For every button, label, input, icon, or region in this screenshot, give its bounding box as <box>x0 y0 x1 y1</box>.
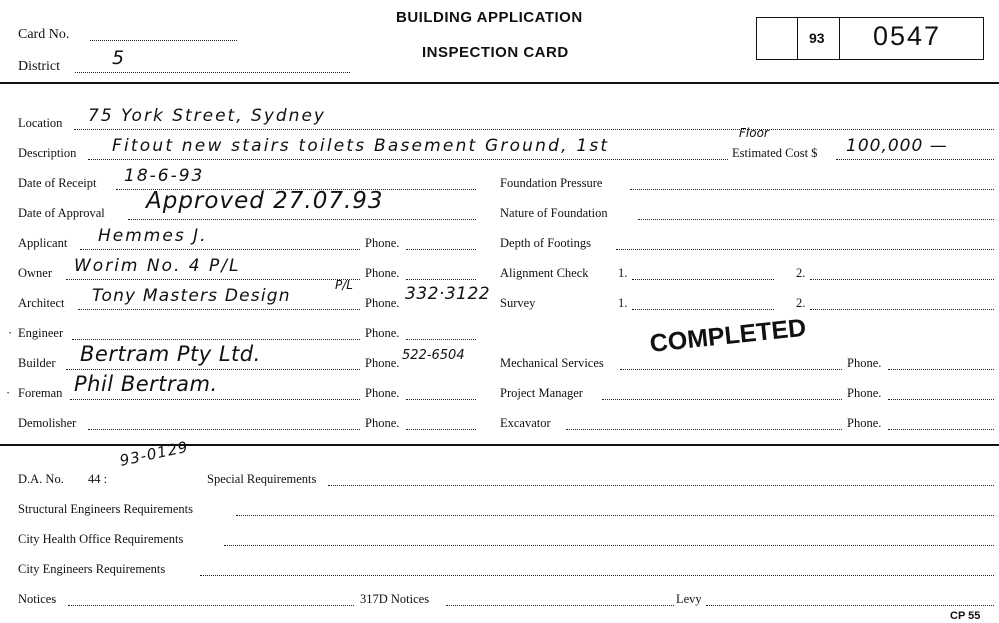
receipt-label: Date of Receipt <box>18 176 97 190</box>
applicant-phone-field[interactable] <box>406 249 476 250</box>
project-manager-field[interactable] <box>602 399 842 400</box>
applicant-label: Applicant <box>18 236 68 250</box>
special-field[interactable] <box>328 485 994 486</box>
survey-num1: 1. <box>618 296 628 310</box>
levy-field[interactable] <box>706 605 994 606</box>
card-no-label: Card No. <box>18 27 70 42</box>
engineer-label: Engineer <box>18 326 64 340</box>
district-value: 5 <box>112 47 127 69</box>
box-year: 93 <box>809 30 825 46</box>
notices-317d-label: 317D Notices <box>360 592 430 606</box>
foreman-mark: · <box>6 386 11 400</box>
foreman-phone-field[interactable] <box>406 399 476 400</box>
notices-317d-field[interactable] <box>446 605 674 606</box>
foundation-pressure-label: Foundation Pressure <box>500 176 603 190</box>
number-box <box>756 17 984 60</box>
survey-field-2[interactable] <box>810 309 994 310</box>
applicant-value: Hemmes J. <box>98 226 208 246</box>
description-value: Fitout new stairs toilets Basement Ground, 1st <box>112 136 610 156</box>
demolisher-phone-field[interactable] <box>406 429 476 430</box>
foreman-value: Phil Bertram. <box>74 372 218 396</box>
card-no-field[interactable] <box>90 40 237 41</box>
approval-label: Date of Approval <box>18 206 105 220</box>
form-title-line2: INSPECTION CARD <box>422 44 569 61</box>
location-field[interactable] <box>74 129 994 130</box>
mechanical-label: Mechanical Services <box>500 356 604 370</box>
owner-value: Worim No. 4 P/L <box>74 256 241 276</box>
survey-field-1[interactable] <box>632 309 774 310</box>
district-field[interactable] <box>75 72 350 73</box>
project-manager-phone-label: Phone. <box>847 386 882 400</box>
description-floor-note: Floor <box>739 126 769 140</box>
location-label: Location <box>18 116 63 130</box>
architect-value: Tony Masters Design <box>92 286 291 306</box>
alignment-check-label: Alignment Check <box>500 266 589 280</box>
structural-label: Structural Engineers Requirements <box>18 502 193 516</box>
survey-label: Survey <box>500 296 536 310</box>
applicant-phone-label: Phone. <box>365 236 400 250</box>
nature-foundation-field[interactable] <box>638 219 994 220</box>
owner-field[interactable] <box>66 279 360 280</box>
notices-label: Notices <box>18 592 57 606</box>
notices-field[interactable] <box>68 605 354 606</box>
architect-phone: 332·3122 <box>405 284 491 304</box>
owner-label: Owner <box>18 266 53 280</box>
health-field[interactable] <box>224 545 994 546</box>
excavator-phone-field[interactable] <box>888 429 994 430</box>
form-title-line1: BUILDING APPLICATION <box>396 9 583 26</box>
engineer-phone-field[interactable] <box>406 339 476 340</box>
estimated-cost-label: Estimated Cost $ <box>732 146 818 160</box>
depth-footings-label: Depth of Footings <box>500 236 591 250</box>
architect-note: P/L <box>335 278 353 292</box>
da-value: 93-0129 <box>118 437 191 470</box>
excavator-field[interactable] <box>566 429 842 430</box>
approval-field[interactable] <box>128 219 476 220</box>
da-label: D.A. No. <box>18 472 64 486</box>
applicant-field[interactable] <box>80 249 360 250</box>
owner-phone-label: Phone. <box>365 266 400 280</box>
demolisher-phone-label: Phone. <box>365 416 400 430</box>
district-label: District <box>18 59 60 74</box>
mechanical-field[interactable] <box>620 369 842 370</box>
architect-label: Architect <box>18 296 65 310</box>
foreman-label: Foreman <box>18 386 63 400</box>
receipt-value: 18-6-93 <box>124 166 205 186</box>
foreman-field[interactable] <box>70 399 360 400</box>
architect-phone-label: Phone. <box>365 296 400 310</box>
nature-foundation-label: Nature of Foundation <box>500 206 608 220</box>
health-label: City Health Office Requirements <box>18 532 184 546</box>
foundation-pressure-field[interactable] <box>630 189 994 190</box>
box-number: 0547 <box>873 21 942 51</box>
estimated-cost-value: 100,000 — <box>846 136 948 156</box>
estimated-cost-field[interactable] <box>836 159 994 160</box>
header-divider <box>0 82 999 84</box>
description-field[interactable] <box>88 159 728 160</box>
survey-num2: 2. <box>796 296 806 310</box>
structural-field[interactable] <box>236 515 994 516</box>
completed-stamp: COMPLETED <box>648 313 808 358</box>
location-value: 75 York Street, Sydney <box>88 106 326 126</box>
special-label: Special Requirements <box>207 472 317 486</box>
mechanical-phone-label: Phone. <box>847 356 882 370</box>
form-code: CP 55 <box>950 610 981 622</box>
builder-field[interactable] <box>66 369 360 370</box>
excavator-label: Excavator <box>500 416 551 430</box>
project-manager-phone-field[interactable] <box>888 399 994 400</box>
mechanical-phone-field[interactable] <box>888 369 994 370</box>
alignment-field-2[interactable] <box>810 279 994 280</box>
alignment-num1: 1. <box>618 266 628 280</box>
levy-label: Levy <box>676 592 702 606</box>
description-label: Description <box>18 146 77 160</box>
builder-label: Builder <box>18 356 56 370</box>
foreman-phone-label: Phone. <box>365 386 400 400</box>
builder-phone-label: Phone. <box>365 356 400 370</box>
alignment-field-1[interactable] <box>632 279 774 280</box>
depth-footings-field[interactable] <box>616 249 994 250</box>
builder-phone: 522-6504 <box>402 348 465 363</box>
builder-value: Bertram Pty Ltd. <box>80 342 261 366</box>
demolisher-field[interactable] <box>88 429 360 430</box>
engineer-field[interactable] <box>72 339 360 340</box>
project-manager-label: Project Manager <box>500 386 583 400</box>
engineers-label: City Engineers Requirements <box>18 562 166 576</box>
engineers-field[interactable] <box>200 575 994 576</box>
architect-field[interactable] <box>78 309 360 310</box>
da-prefix: 44 : <box>88 472 108 486</box>
excavator-phone-label: Phone. <box>847 416 882 430</box>
demolisher-label: Demolisher <box>18 416 77 430</box>
owner-phone-field[interactable] <box>406 279 476 280</box>
engineer-phone-label: Phone. <box>365 326 400 340</box>
engineer-mark: · <box>8 326 13 340</box>
approval-value: Approved 27.07.93 <box>146 188 384 214</box>
alignment-num2: 2. <box>796 266 806 280</box>
